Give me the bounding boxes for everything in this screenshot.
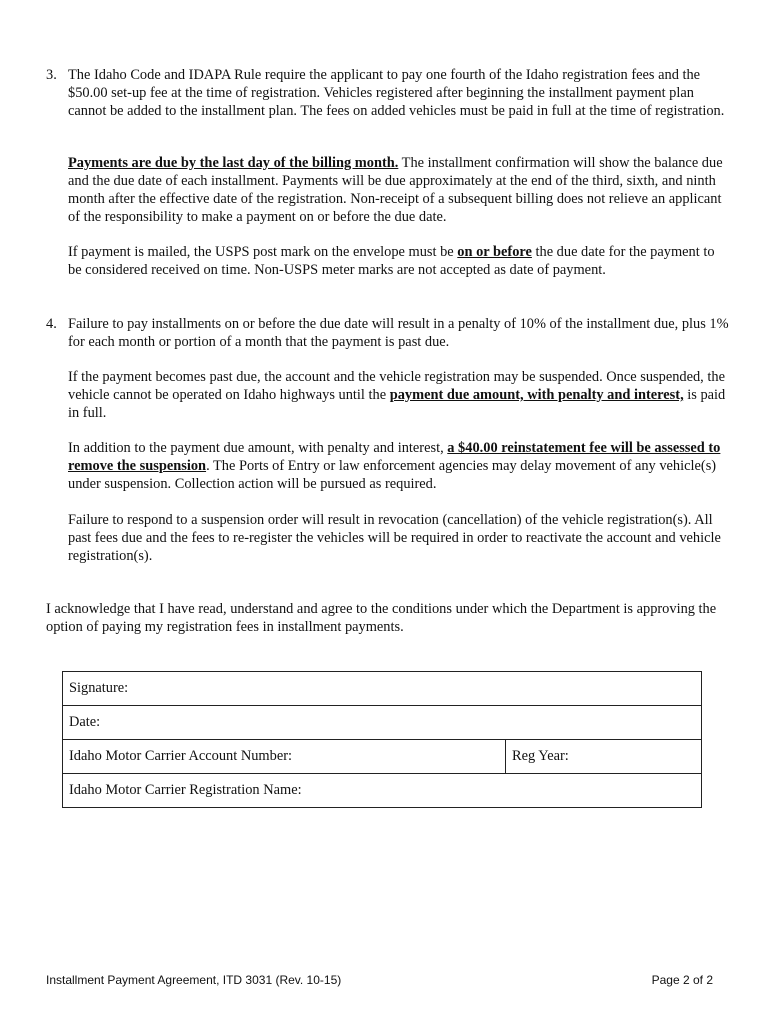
item-4-paragraph-3-end: . The Ports of Entry or law enforcement agencies may delay movement of any vehicle(s) under suspension. Collection action will be pursued as required.: [68, 458, 717, 492]
reg-year-field[interactable]: Reg Year:: [506, 740, 702, 774]
item-4-paragraph-4: Failure to respond to a suspension order will result in revocation (cancellation) of the vehicle registration(s). All past fees due and the fees to re-register the vehicles will be required in order to reactivate the account and vehicle registration(s).: [68, 512, 721, 564]
registration-name-row: [63, 774, 702, 808]
payment-due-emphasis: payment due amount, with penalty and interest,: [389, 387, 684, 403]
item-4-paragraph-2-end: is paid in full.: [68, 387, 726, 421]
footer-form-title: Installment Payment Agreement, ITD 3031 (Rev. 10-15): [46, 973, 342, 987]
item-3-paragraph-3-end: the due date for the payment to be considered received on time. Non-USPS meter marks are not accepted as date of payment.: [68, 244, 715, 278]
item-4-paragraph-2-start: If the payment becomes past due, the account and the vehicle registration may be suspended. Once suspended, the vehicle cannot be operated on Idaho highways until the: [68, 369, 725, 403]
date-field[interactable]: Date:: [63, 706, 702, 740]
signature-field[interactable]: Signature:: [63, 672, 702, 706]
item-3-paragraph-2: [68, 154, 730, 226]
on-or-before-emphasis: on or before: [457, 244, 532, 260]
acknowledgement-text: I acknowledge that I have read, understand and agree to the conditions under which the Department is approving the option of paying my registration fees in installment payments.: [46, 601, 717, 635]
item-4-number: 4.: [46, 316, 57, 332]
footer-page-number: Page 2 of 2: [651, 973, 713, 987]
item-3-number: 3.: [46, 67, 57, 83]
item-3-paragraph-2-text: The installment confirmation will show the balance due and the due date of each installment. Payments will be due approximately at the end of the third, sixth, and ninth month after the effective date of the registration. Non-receipt of a subsequent billing does not relieve an applicant of the responsibility to make a payment on or before the due date.: [68, 155, 723, 225]
item-4-paragraph-1: Failure to pay installments on or before the due date will result in a penalty of 10% of the installment due, plus 1% for each month or portion of a month that the payment is past due.: [68, 316, 729, 350]
item-3-paragraph-3-start: If payment is mailed, the USPS post mark on the envelope must be: [68, 244, 458, 260]
reinstatement-fee-emphasis: a $40.00 reinstatement fee will be assessed to remove the suspension: [68, 440, 721, 474]
signature-form: [62, 671, 702, 808]
date-row: [63, 706, 702, 740]
signature-row: [63, 672, 702, 706]
account-row: [63, 740, 702, 774]
item-3-paragraph-3: [68, 243, 730, 279]
item-4-paragraph-3: [68, 439, 730, 493]
registration-name-field[interactable]: Idaho Motor Carrier Registration Name:: [63, 774, 702, 808]
billing-month-emphasis: Payments are due by the last day of the billing month.: [68, 155, 399, 171]
item-3-paragraph-1: The Idaho Code and IDAPA Rule require the applicant to pay one fourth of the Idaho registration fees and the $50.00 set-up fee at the time of registration. Vehicles registered after beginning the installment payment plan cannot be added to the installment plan. The fees on added vehicles must be paid in full at the time of registration.: [68, 67, 725, 119]
account-number-field[interactable]: Idaho Motor Carrier Account Number:: [63, 740, 506, 774]
item-4-paragraph-2: [68, 368, 730, 422]
item-4-paragraph-3-start: In addition to the payment due amount, with penalty and interest,: [68, 440, 448, 456]
